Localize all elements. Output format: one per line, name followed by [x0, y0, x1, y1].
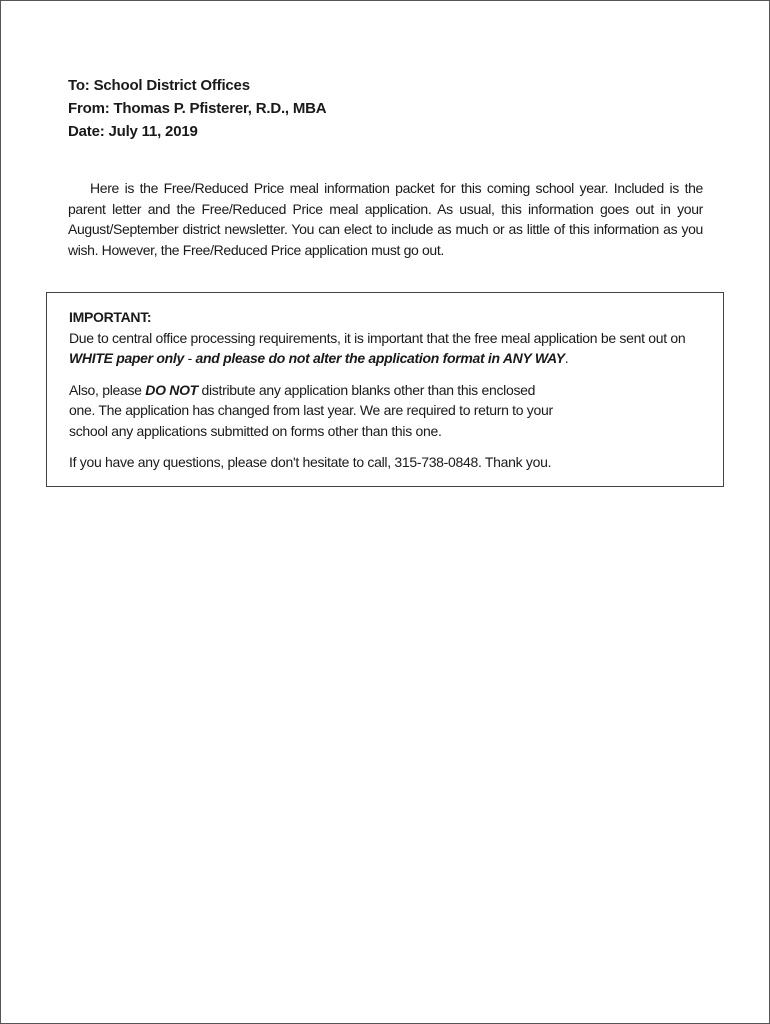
- important-title: IMPORTANT:: [69, 309, 152, 325]
- format-text-start: Due to central office processing requirements, it is important that the free meal application be sent out on: [69, 329, 686, 346]
- memo-date: Date: July 11, 2019: [68, 123, 198, 140]
- white-paper-emphasis: WHITE paper only: [69, 350, 184, 366]
- blanks-line-1-rest: distribute any application blanks other than this enclosed: [197, 381, 536, 398]
- blanks-line-1: [69, 380, 709, 401]
- format-text-end: .: [564, 350, 569, 366]
- blanks-line-3: school any applications submitted on forms other than this one.: [69, 422, 442, 439]
- do-not-emphasis: DO NOT: [145, 381, 198, 398]
- important-paragraph-format: [69, 328, 709, 369]
- memo-from: From: Thomas P. Pfisterer, R.D., MBA: [68, 100, 327, 117]
- memo-header: [68, 74, 326, 143]
- blanks-text-start: Also, please: [69, 381, 146, 398]
- memo-to: To: School District Offices: [68, 77, 250, 94]
- intro-paragraph: Here is the Free/Reduced Price meal information packet for this coming school year. Included is the parent letter and the Free/Reduced Price meal application. As usual, this information goes out in your August/September district newsletter. You can elect to include as much or as little of this information as you wish. However, the Free/Reduced Price application must go out.: [68, 180, 703, 258]
- important-paragraph-blanks: [69, 380, 709, 442]
- important-paragraph-contact: If you have any questions, please don't hesitate to call, 315-738-0848. Thank you.: [69, 454, 552, 470]
- blanks-line-2: one. The application has changed from last year. We are required to return to your: [69, 402, 553, 418]
- format-text-dash: -: [184, 350, 196, 366]
- do-not-alter-emphasis: and please do not alter the application format in ANY WAY: [195, 350, 565, 366]
- important-notice-content: [69, 307, 709, 473]
- important-notice-box: [46, 292, 724, 487]
